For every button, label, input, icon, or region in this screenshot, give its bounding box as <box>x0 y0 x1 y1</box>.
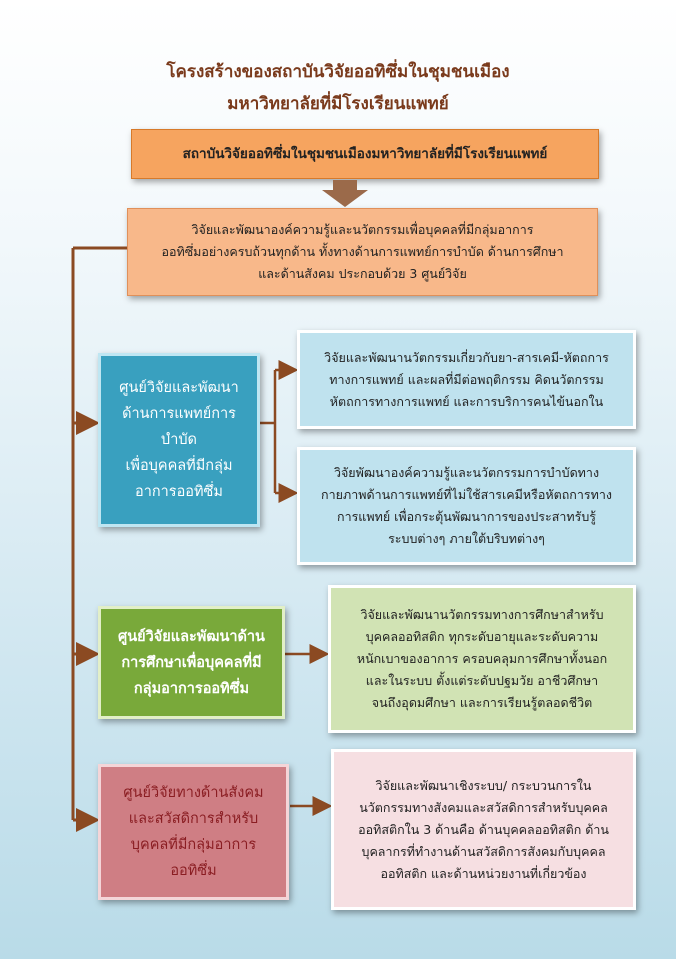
education-center-label: ศูนย์วิจัยและพัฒนาด้าน การศึกษาเพื่อบุคคลที่มี กลุ่มอาการออทิซึ่ม <box>118 628 265 697</box>
education-detail-box <box>328 585 636 733</box>
medical-detail-box-2 <box>297 447 636 565</box>
education-detail-text: วิจัยและพัฒนานวัตกรรมทางการศึกษาสำหรับ บุคคลออทิสติก ทุกระดับอายุและระดับความ หนักเบาของอาการ ครอบคลุมการศึกษาทั้งนอก และในระบบ ตั้งแต่ระดับปฐมวัย อาชีวศึกษา จนถึงอุดมศึกษา และการเรียนรู้ตลอดชีวิต <box>356 607 608 710</box>
down-arrow <box>322 180 368 207</box>
education-center-box <box>98 606 285 719</box>
social-center-box <box>98 764 289 900</box>
social-detail-text: วิจัยและพัฒนาเชิงระบบ/ กระบวนการใน นวัตกรรมทางสังคมและสวัสดิการสำหรับบุคคล ออทิสติกใน 3 ด้านคือ ด้านบุคคลออทิสติก ด้าน บุคลากรที่ทำงานด้านสวัสดิการสังคมกับบุคคล ออทิสติก และด้านหน่วยงานที่เกี่ยวข้อง <box>358 777 609 881</box>
social-detail-box <box>331 749 636 910</box>
diagram-title-line-1: โครงสร้างของสถาบันวิจัยออทิซึ่มในชุมชนเมือง <box>166 62 510 82</box>
medical-detail-text-1: วิจัยและพัฒนานวัตกรรมเกี่ยวกับยา-สารเคมี-หัตถการ ทางการแพทย์ และผลที่มีต่อพฤติกรรม คิดนวัตกรรม หัตถการทางการแพทย์ และการบริการคนไข้นอกใน <box>324 349 609 409</box>
social-center-label: ศูนย์วิจัยทางด้านสังคม และสวัสดิการสำหรับ บุคคลที่มีกลุ่มอาการ ออทิซึ่ม <box>123 785 264 879</box>
medical-detail-text-2: วิจัยพัฒนาองค์ความรู้และนวัตกรรมการบำบัดทาง กายภาพด้านการแพทย์ที่ไม่ใช้สารเคมีหรือหัตถการทาง การแพทย์ เพื่อกระตุ้นพัฒนาการของประสาทรับรู้ ระบบต่างๆ ภายใต้บริบทต่างๆ <box>321 465 612 546</box>
medical-center-label: ศูนย์วิจัยและพัฒนา ด้านการแพทย์การ บำบัด เพื่อบุคคลที่มีกลุ่ม อาการออทิซึ่ม <box>119 380 239 500</box>
institute-box-label: สถาบันวิจัยออทิซึ่มในชุมชนเมืองมหาวิทยาลัยที่มีโรงเรียนแพทย์ <box>182 146 548 162</box>
medical-center-box <box>98 353 260 527</box>
medical-detail-box-1 <box>297 330 636 429</box>
diagram-title-line-2: มหาวิทยาลัยที่มีโรงเรียนแพทย์ <box>227 94 449 114</box>
institute-description-text: วิจัยและพัฒนาองค์ความรู้และนวัตกรรมเพื่อบุคคลที่มีกลุ่มอาการ ออทิซึ่มอย่างครบถ้วนทุกด้าน ทั้งทางด้านการแพทย์การบำบัด ด้านการศึกษา และด้านสังคม ประกอบด้วย 3 ศูนย์วิจัย <box>161 222 564 281</box>
